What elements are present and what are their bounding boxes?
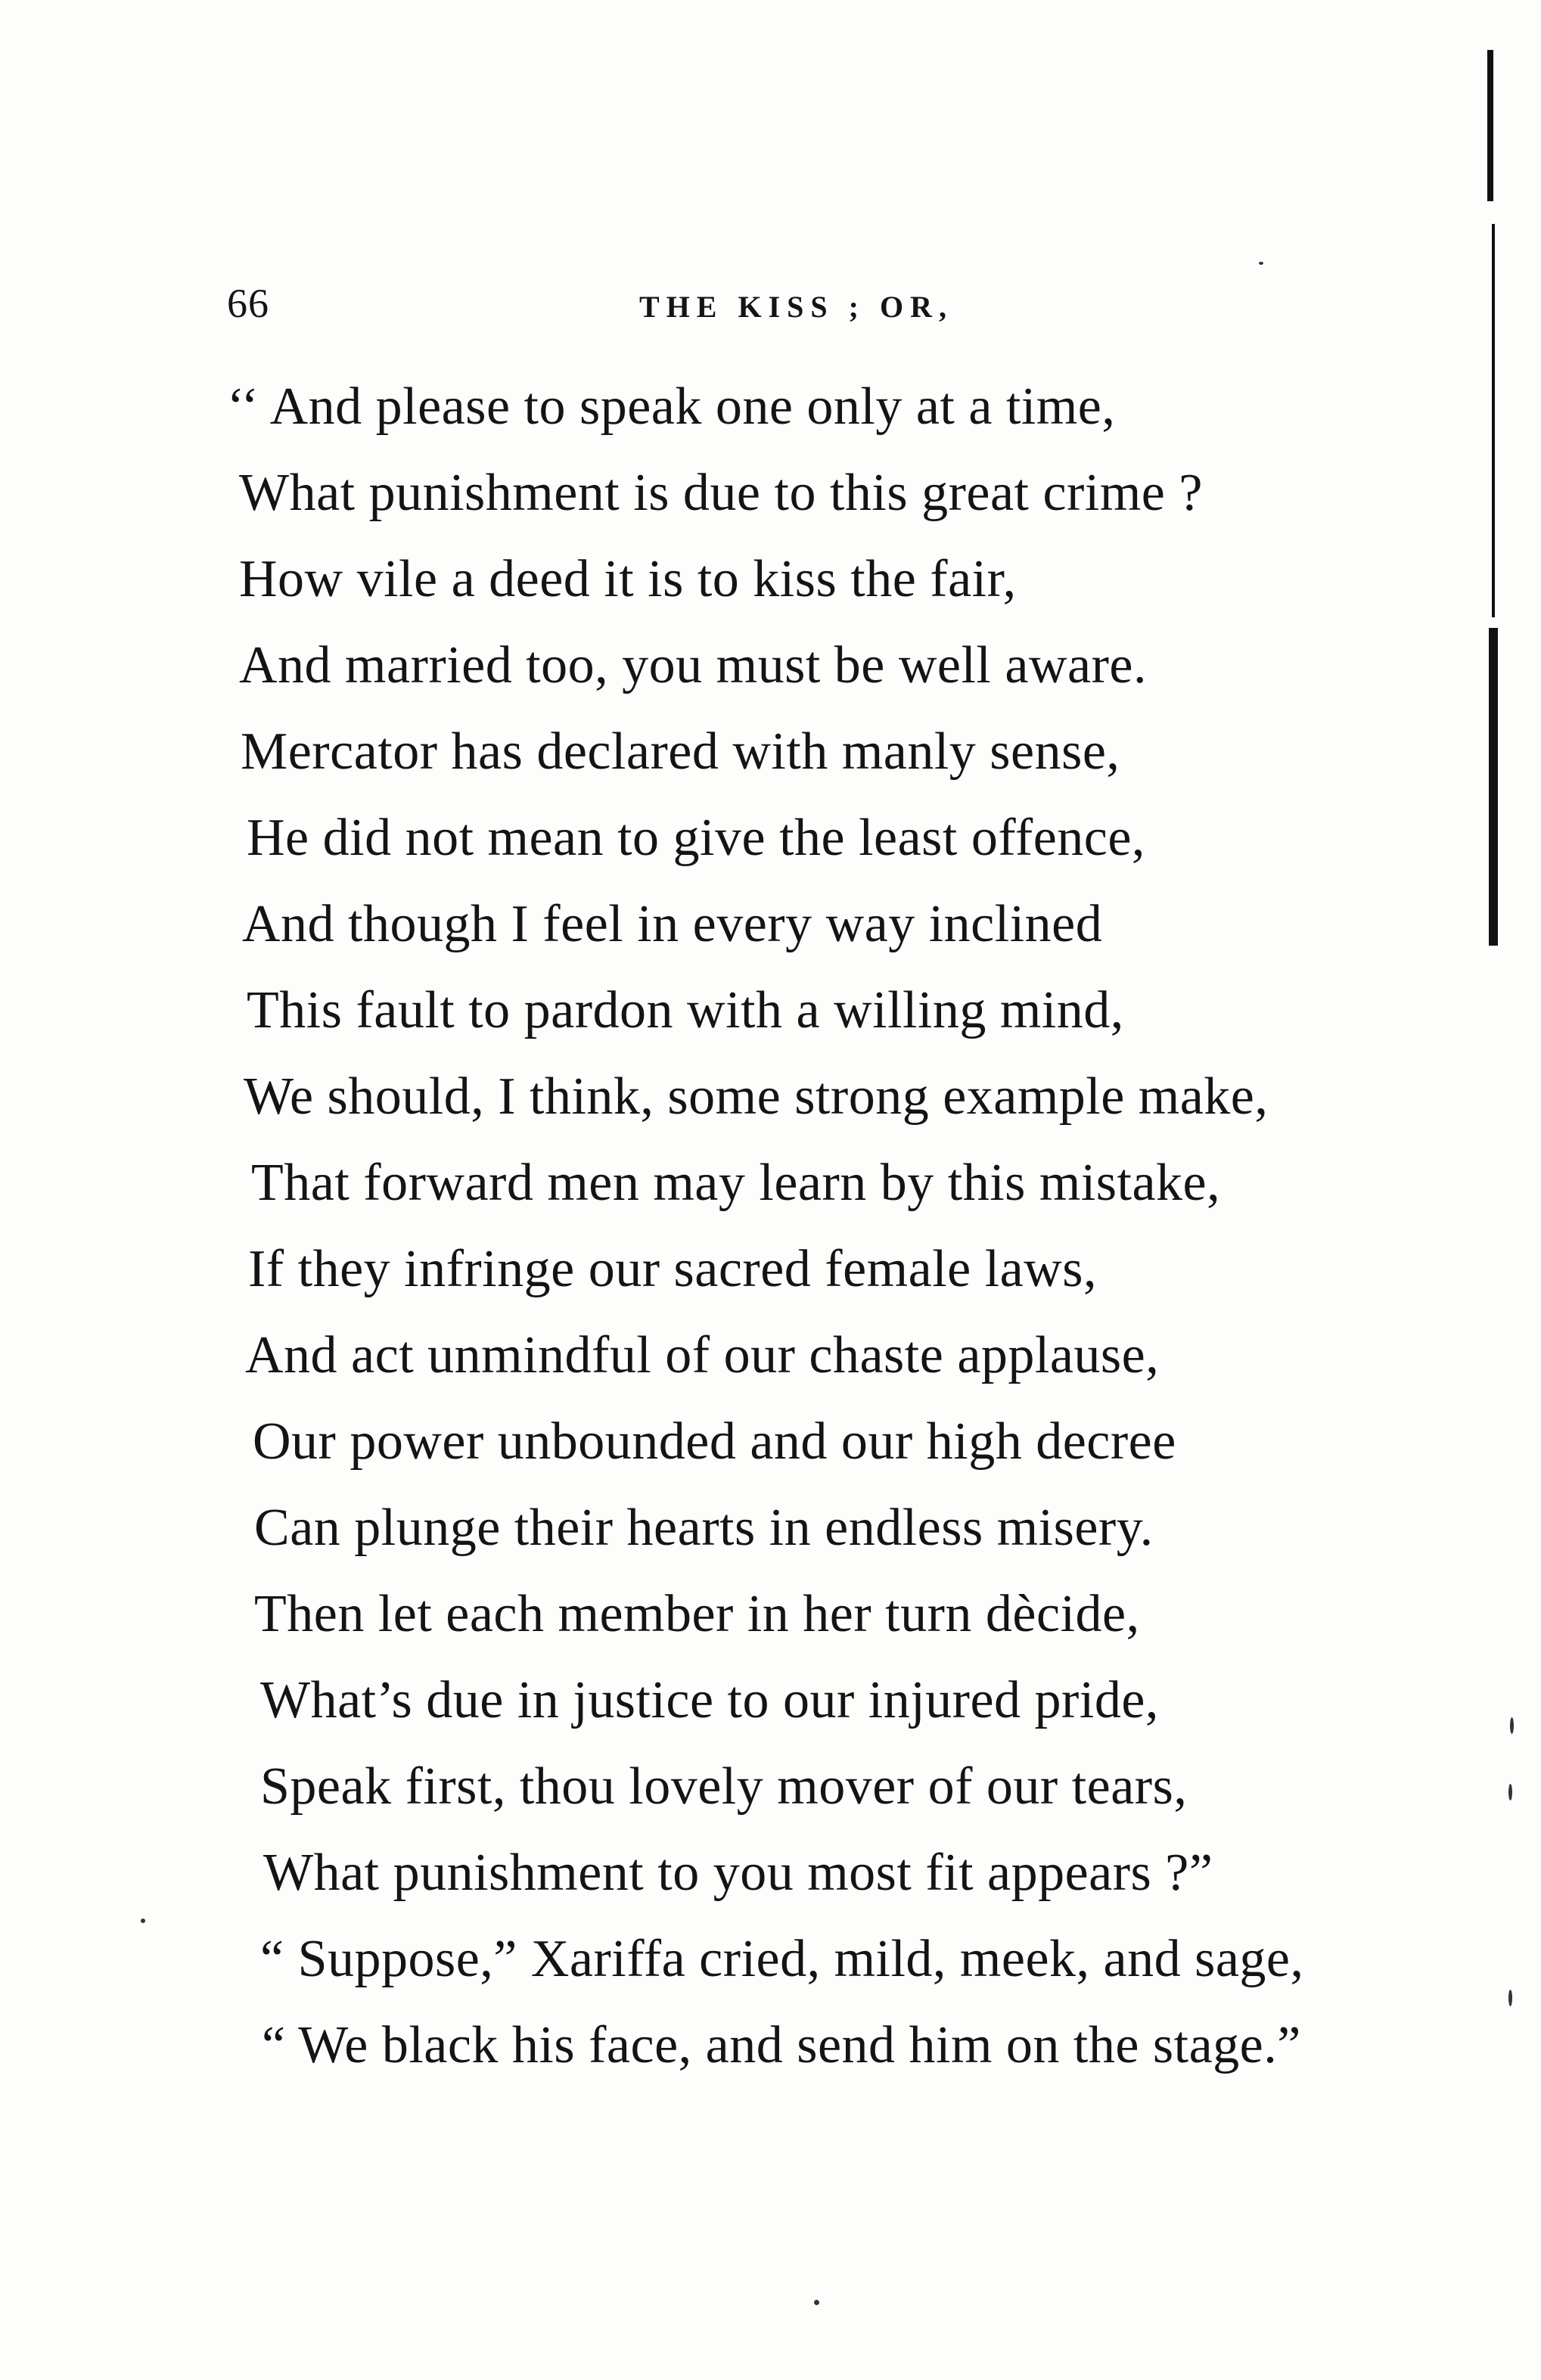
scan-speck bbox=[1508, 1990, 1512, 2006]
poem-line: And married too, you must be well aware. bbox=[239, 636, 1147, 694]
scan-edge-mark bbox=[1487, 50, 1493, 201]
page-header bbox=[227, 280, 1029, 333]
poem-line: That forward men may learn by this mistake, bbox=[251, 1154, 1221, 1212]
poem-line: Mercator has declared with manly sense, bbox=[241, 722, 1120, 781]
scan-speck bbox=[1510, 1717, 1514, 1734]
scan-speck bbox=[814, 2300, 819, 2305]
scan-speck bbox=[141, 1919, 145, 1923]
poem-line: “ We black his face, and send him on the stage.” bbox=[262, 2016, 1301, 2074]
scan-speck bbox=[1508, 1784, 1512, 1801]
poem-line: Can plunge their hearts in endless misery. bbox=[254, 1499, 1154, 1557]
running-head: THE KISS ; OR, bbox=[639, 290, 953, 324]
poem-line: Speak first, thou lovely mover of our tears, bbox=[260, 1757, 1188, 1816]
poem-line: If they infringe our sacred female laws, bbox=[248, 1240, 1098, 1298]
poem-line: Then let each member in her turn dècide, bbox=[254, 1585, 1140, 1643]
poem-line: What punishment is due to this great crime ? bbox=[239, 464, 1203, 522]
scan-edge-mark bbox=[1492, 224, 1495, 617]
poem-line: And though I feel in every way inclined bbox=[242, 895, 1103, 953]
poem-line: What’s due in justice to our injured pride, bbox=[260, 1671, 1159, 1729]
scan-speck bbox=[1259, 262, 1263, 265]
poem-line: How vile a deed it is to kiss the fair, bbox=[239, 550, 1017, 608]
poem-line: “ Suppose,” Xariffa cried, mild, meek, and sage, bbox=[260, 1930, 1304, 1988]
poem-line: Our power unbounded and our high decree bbox=[253, 1412, 1176, 1471]
page-number: 66 bbox=[227, 281, 269, 326]
poem-line: What punishment to you most fit appears ?” bbox=[263, 1844, 1213, 1902]
poem-line: And act unmindful of our chaste applause, bbox=[245, 1326, 1160, 1384]
poem-line: This fault to pardon with a willing mind, bbox=[247, 981, 1124, 1039]
poem-line: He did not mean to give the least offence, bbox=[247, 809, 1145, 867]
poem-line: ‘‘ And please to speak one only at a time, bbox=[227, 378, 1116, 436]
poem-line: We should, I think, some strong example make, bbox=[244, 1067, 1269, 1126]
scan-edge-mark bbox=[1489, 628, 1498, 946]
